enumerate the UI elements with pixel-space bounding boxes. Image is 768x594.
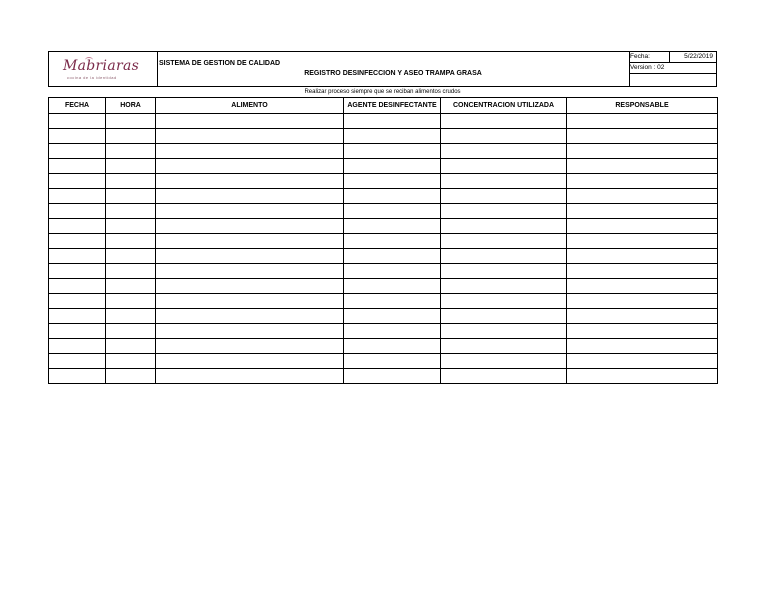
- table-row: [49, 189, 718, 204]
- fecha-row: [629, 52, 716, 63]
- table-cell[interactable]: [156, 279, 344, 294]
- table-row: [49, 234, 718, 249]
- table-cell[interactable]: [567, 159, 718, 174]
- table-cell[interactable]: [49, 174, 106, 189]
- table-cell[interactable]: [441, 129, 567, 144]
- company-logo: [57, 56, 147, 82]
- table-cell[interactable]: [156, 219, 344, 234]
- table-cell[interactable]: [441, 204, 567, 219]
- table-cell[interactable]: [344, 264, 441, 279]
- table-row: [49, 354, 718, 369]
- table-cell[interactable]: [441, 159, 567, 174]
- table-cell[interactable]: [441, 174, 567, 189]
- table-cell[interactable]: [49, 354, 106, 369]
- meta-empty-row: [629, 74, 716, 86]
- table-cell[interactable]: [344, 354, 441, 369]
- table-cell[interactable]: [156, 309, 344, 324]
- table-cell[interactable]: [567, 219, 718, 234]
- table-cell[interactable]: [49, 309, 106, 324]
- col-responsable: RESPONSABLE: [567, 98, 718, 114]
- logo-tagline: cocina de la identidad: [67, 75, 117, 80]
- table-cell[interactable]: [49, 219, 106, 234]
- table-cell[interactable]: [344, 324, 441, 339]
- table-cell[interactable]: [441, 309, 567, 324]
- table-cell[interactable]: [49, 339, 106, 354]
- table-row: [49, 114, 718, 129]
- table-cell[interactable]: [567, 234, 718, 249]
- table-cell[interactable]: [49, 114, 106, 129]
- col-concentracion-utilizada: CONCENTRACION UTILIZADA: [441, 98, 567, 114]
- table-row: [49, 339, 718, 354]
- table-cell[interactable]: [344, 294, 441, 309]
- table-row: [49, 144, 718, 159]
- table-cell[interactable]: [49, 264, 106, 279]
- table-cell[interactable]: [344, 369, 441, 384]
- table-row: [49, 129, 718, 144]
- table-cell[interactable]: [344, 249, 441, 264]
- table-row: [49, 324, 718, 339]
- table-cell[interactable]: [567, 144, 718, 159]
- table-cell[interactable]: [567, 129, 718, 144]
- table-cell[interactable]: [106, 369, 156, 384]
- form-header: [48, 51, 717, 87]
- table-cell[interactable]: [567, 354, 718, 369]
- table-cell[interactable]: [156, 144, 344, 159]
- table-cell[interactable]: [106, 144, 156, 159]
- table-cell[interactable]: [441, 339, 567, 354]
- table-cell[interactable]: [344, 219, 441, 234]
- meta-cell: [629, 52, 716, 86]
- table-cell[interactable]: [567, 339, 718, 354]
- logo-brand: Mabriaras: [63, 58, 140, 74]
- col-agente-desinfectante: AGENTE DESINFECTANTE: [344, 98, 441, 114]
- meta-divider: [669, 52, 670, 62]
- table-cell[interactable]: [567, 324, 718, 339]
- table-cell[interactable]: [441, 144, 567, 159]
- table-cell[interactable]: [567, 249, 718, 264]
- table-cell[interactable]: [344, 339, 441, 354]
- table-row: [49, 264, 718, 279]
- col-hora: HORA: [106, 98, 156, 114]
- fecha-label: Fecha:: [630, 53, 650, 60]
- table-cell[interactable]: [344, 114, 441, 129]
- table-cell[interactable]: [49, 159, 106, 174]
- table-cell[interactable]: [344, 309, 441, 324]
- table-cell[interactable]: [49, 129, 106, 144]
- table-cell[interactable]: [49, 144, 106, 159]
- logo-cell: [49, 52, 158, 86]
- table-cell[interactable]: [156, 339, 344, 354]
- table-cell[interactable]: [156, 369, 344, 384]
- table-cell[interactable]: [49, 204, 106, 219]
- table-cell[interactable]: [567, 204, 718, 219]
- table-cell[interactable]: [106, 249, 156, 264]
- table-cell[interactable]: [106, 309, 156, 324]
- table-cell[interactable]: [106, 129, 156, 144]
- table-row: [49, 369, 718, 384]
- log-body: [49, 114, 718, 384]
- table-cell[interactable]: [106, 324, 156, 339]
- title-cell: [157, 52, 630, 86]
- table-cell[interactable]: [49, 294, 106, 309]
- table-cell[interactable]: [49, 324, 106, 339]
- table-row: [49, 159, 718, 174]
- table-cell[interactable]: [567, 294, 718, 309]
- table-cell[interactable]: [441, 354, 567, 369]
- table-cell[interactable]: [156, 324, 344, 339]
- table-cell[interactable]: [156, 204, 344, 219]
- table-cell[interactable]: [106, 339, 156, 354]
- table-cell[interactable]: [156, 264, 344, 279]
- table-cell[interactable]: [344, 159, 441, 174]
- table-row: [49, 204, 718, 219]
- table-cell[interactable]: [567, 279, 718, 294]
- table-cell[interactable]: [49, 279, 106, 294]
- table-cell[interactable]: [567, 189, 718, 204]
- table-cell[interactable]: [106, 234, 156, 249]
- table-cell[interactable]: [156, 174, 344, 189]
- table-cell[interactable]: [567, 114, 718, 129]
- table-cell[interactable]: [344, 174, 441, 189]
- table-header-row: [49, 98, 718, 114]
- table-row: [49, 219, 718, 234]
- table-cell[interactable]: [344, 129, 441, 144]
- table-cell[interactable]: [106, 354, 156, 369]
- table-cell[interactable]: [441, 279, 567, 294]
- log-table: [48, 97, 718, 384]
- system-title: SISTEMA DE GESTION DE CALIDAD: [159, 60, 281, 67]
- table-row: [49, 294, 718, 309]
- table-cell[interactable]: [106, 189, 156, 204]
- table-cell[interactable]: [441, 249, 567, 264]
- table-cell[interactable]: [106, 114, 156, 129]
- table-cell[interactable]: [106, 294, 156, 309]
- table-cell[interactable]: [567, 369, 718, 384]
- table-cell[interactable]: [156, 354, 344, 369]
- table-row: [49, 249, 718, 264]
- table-cell[interactable]: [567, 264, 718, 279]
- table-cell[interactable]: [567, 174, 718, 189]
- table-cell[interactable]: [106, 174, 156, 189]
- table-cell[interactable]: [441, 219, 567, 234]
- table-cell[interactable]: [106, 279, 156, 294]
- table-cell[interactable]: [344, 279, 441, 294]
- table-cell[interactable]: [156, 294, 344, 309]
- table-cell[interactable]: [156, 129, 344, 144]
- table-cell[interactable]: [106, 264, 156, 279]
- table-cell[interactable]: [441, 264, 567, 279]
- table-cell[interactable]: [344, 204, 441, 219]
- table-row: [49, 279, 718, 294]
- table-cell[interactable]: [156, 249, 344, 264]
- table-cell[interactable]: [156, 189, 344, 204]
- table-cell[interactable]: [49, 249, 106, 264]
- table-cell[interactable]: [441, 369, 567, 384]
- table-cell[interactable]: [106, 159, 156, 174]
- table-cell[interactable]: [106, 219, 156, 234]
- version-row: [629, 63, 716, 74]
- table-cell[interactable]: [344, 189, 441, 204]
- table-cell[interactable]: [344, 234, 441, 249]
- col-alimento: ALIMENTO: [156, 98, 344, 114]
- table-cell[interactable]: [441, 114, 567, 129]
- table-cell[interactable]: [49, 369, 106, 384]
- table-cell[interactable]: [344, 144, 441, 159]
- table-cell[interactable]: [156, 234, 344, 249]
- table-cell[interactable]: [156, 114, 344, 129]
- table-cell[interactable]: [49, 234, 106, 249]
- table-cell[interactable]: [441, 189, 567, 204]
- table-row: [49, 174, 718, 189]
- table-row: [49, 309, 718, 324]
- table-cell[interactable]: [156, 159, 344, 174]
- version-label: Version : 02: [630, 64, 665, 71]
- table-cell[interactable]: [441, 234, 567, 249]
- form-title: REGISTRO DESINFECCION Y ASEO TRAMPA GRASA: [304, 70, 482, 77]
- form-sheet: [48, 51, 717, 384]
- instruction-text: Realizar proceso siempre que se reciban alimentos crudos: [304, 89, 461, 95]
- col-fecha: FECHA: [49, 98, 106, 114]
- table-cell[interactable]: [106, 204, 156, 219]
- table-cell[interactable]: [567, 309, 718, 324]
- table-cell[interactable]: [441, 294, 567, 309]
- table-cell[interactable]: [49, 189, 106, 204]
- fecha-value: 5/22/2019: [684, 53, 713, 60]
- table-cell[interactable]: [441, 324, 567, 339]
